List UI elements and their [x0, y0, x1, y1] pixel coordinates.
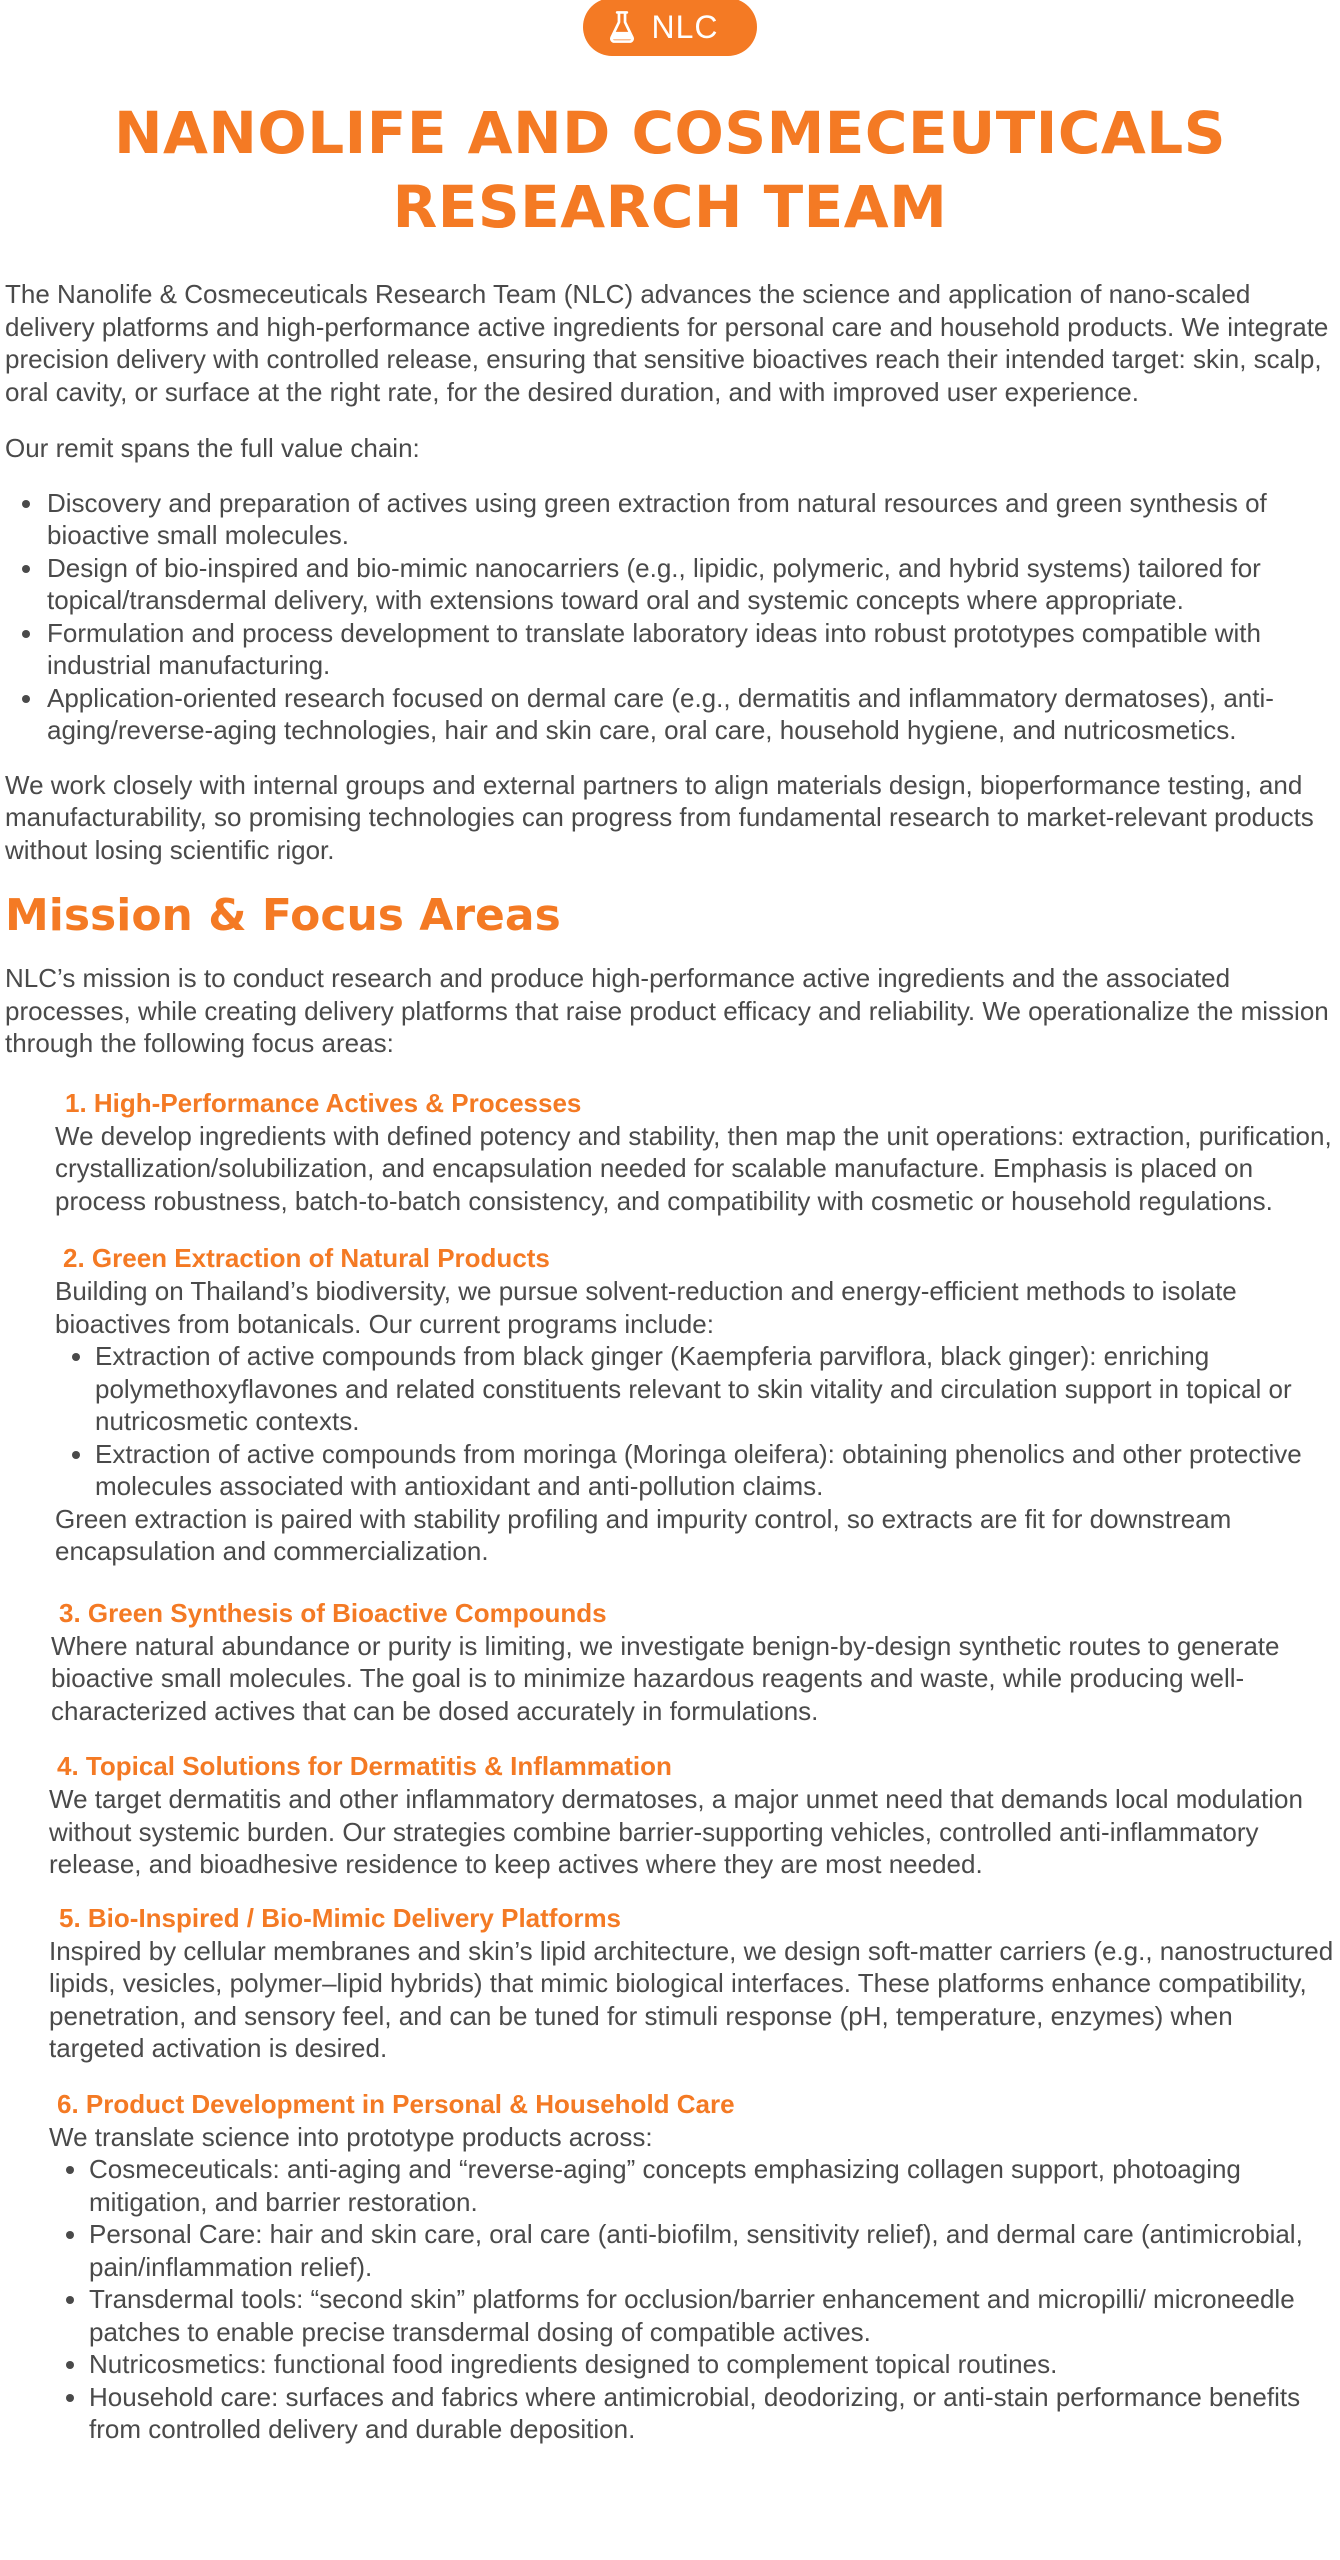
list-item: • Extraction of active compounds from moringa (Moringa oleifera): obtaining phenolics and other protective molecules associated with antioxidant and anti-pollution claims.	[95, 1438, 1335, 1503]
nlc-badge[interactable]	[583, 0, 756, 56]
flask-icon	[607, 10, 637, 44]
mission-heading: Mission & Focus Areas	[5, 890, 561, 941]
focus-area-6	[49, 2087, 1335, 2446]
badge-wrap	[5, 0, 1335, 58]
focus-area-title: 6. Product Development in Personal & Household Care	[57, 2088, 735, 2119]
list-item: • Design of bio-inspired and bio-mimic nanocarriers (e.g., lipidic, polymeric, and hybrid systems) tailored for topical/transdermal delivery, with extensions toward oral and systemic concepts where appropriate.	[45, 552, 1335, 617]
title-line-1: NANOLIFE AND COSMECEUTICALS	[113, 99, 1227, 167]
focus-area-title: 1. High-Performance Actives & Processes	[65, 1087, 582, 1118]
focus-area-intro: Building on Thailand’s biodiversity, we pursue solvent-reduction and energy-efficient methods to isolate bioactives from botanicals. Our current programs include:	[55, 1276, 1237, 1339]
list-item: • Extraction of active compounds from black ginger (Kaempferia parviflora, black ginger): enriching polymethoxyflavones and related constituents relevant to skin vitality and circulation support in topical or nutricosmetic contexts.	[95, 1340, 1335, 1438]
intro-paragraph: The Nanolife & Cosmeceuticals Research Team (NLC) advances the science and application of nano-scaled delivery platforms and high-performance active ingredients for personal care and household products. We integrate precision delivery with controlled release, ensuring that sensitive bioactives reach their intended target: skin, scalp, oral cavity, or surface at the right rate, for the desired duration, and with improved user experience.	[5, 279, 1329, 407]
focus-area-list	[49, 2153, 1335, 2446]
focus-area-title: 2. Green Extraction of Natural Products	[63, 1243, 550, 1273]
focus-area-list	[55, 1340, 1335, 1503]
remit-paragraph: Our remit spans the full value chain:	[5, 433, 420, 463]
mission-paragraph: NLC’s mission is to conduct research and produce high-performance active ingredients and the associated processes, while creating delivery platforms that raise product efficacy and reliability. We operationalize the mission through the following focus areas:	[5, 963, 1329, 1058]
closing-paragraph: We work closely with internal groups and external partners to align materials design, bioperformance testing, and manufacturability, so promising technologies can progress from fundamental research to market-relevant products without losing scientific rigor.	[5, 769, 1314, 865]
focus-area-body: We target dermatitis and other inflammatory dermatoses, a major unmet need that demands local modulation without systemic burden. Our strategies combine barrier-supporting vehicles, controlled anti-inflammatory release, and bioadhesive residence to keep actives where they are most needed.	[49, 1784, 1303, 1879]
focus-area-body: We develop ingredients with defined potency and stability, then map the unit operations: extraction, purification, crystallization/solubilization, and encapsulation needed for scalable manufacture. Emphasis is placed on process robustness, batch-to-batch consistency, and compatibility with cosmetic or household regulations.	[55, 1120, 1332, 1216]
list-item: • Household care: surfaces and fabrics where antimicrobial, deodorizing, or anti-stain performance benefits from controlled delivery and durable deposition.	[89, 2381, 1335, 2446]
remit-list	[5, 487, 1335, 747]
focus-area-1	[55, 1086, 1335, 1218]
focus-area-intro: We translate science into prototype products across:	[49, 2121, 653, 2152]
focus-area-title: 5. Bio-Inspired / Bio-Mimic Delivery Platforms	[59, 1902, 622, 1933]
page-title	[5, 96, 1335, 244]
list-item: • Transdermal tools: “second skin” platforms for occlusion/barrier enhancement and micropilli/ microneedle patches to enable precise transdermal dosing of compatible actives.	[89, 2283, 1335, 2348]
focus-area-title: 3. Green Synthesis of Bioactive Compounds	[59, 1597, 607, 1628]
focus-area-5	[49, 1901, 1335, 2065]
focus-area-title: 4. Topical Solutions for Dermatitis & Inflammation	[57, 1751, 672, 1781]
focus-area-2	[55, 1241, 1335, 1568]
focus-area-body: Where natural abundance or purity is limiting, we investigate benign-by-design synthetic routes to generate bioactive small molecules. The goal is to minimize hazardous reagents and waste, while producing well-characterized actives that can be dosed accurately in formulations.	[51, 1630, 1280, 1726]
focus-area-body: Inspired by cellular membranes and skin’s lipid architecture, we design soft-matter carriers (e.g., nanostructured lipids, vesicles, polymer–lipid hybrids) that mimic biological interfaces. These platforms enhance compatibility, penetration, and sensory feel, and can be tuned for stimuli response (pH, temperature, enzymes) when targeted activation is desired.	[49, 1935, 1334, 2063]
list-item: • Application-oriented research focused on dermal care (e.g., dermatitis and inflammatory dermatoses), anti-aging/reverse-aging technologies, hair and skin care, oral care, household hygiene, and nutricosmetics.	[45, 682, 1335, 747]
list-item: • Discovery and preparation of actives using green extraction from natural resources and green synthesis of bioactive small molecules.	[45, 487, 1335, 552]
badge-label: NLC	[651, 8, 719, 45]
list-item: • Personal Care: hair and skin care, oral care (anti-biofilm, sensitivity relief), and dermal care (antimicrobial, pain/inflammation relief).	[89, 2218, 1335, 2283]
focus-area-outro: Green extraction is paired with stability profiling and impurity control, so extracts are fit for downstream encapsulation and commercialization.	[55, 1503, 1232, 1566]
title-line-2: RESEARCH TEAM	[392, 173, 948, 241]
focus-area-4	[49, 1749, 1335, 1881]
list-item: • Cosmeceuticals: anti-aging and “reverse-aging” concepts emphasizing collagen support, photoaging mitigation, and barrier restoration.	[89, 2153, 1335, 2218]
list-item: • Formulation and process development to translate laboratory ideas into robust prototypes compatible with industrial manufacturing.	[45, 617, 1335, 682]
focus-area-3	[51, 1596, 1335, 1728]
list-item: • Nutricosmetics: functional food ingredients designed to complement topical routines.	[89, 2348, 1335, 2381]
